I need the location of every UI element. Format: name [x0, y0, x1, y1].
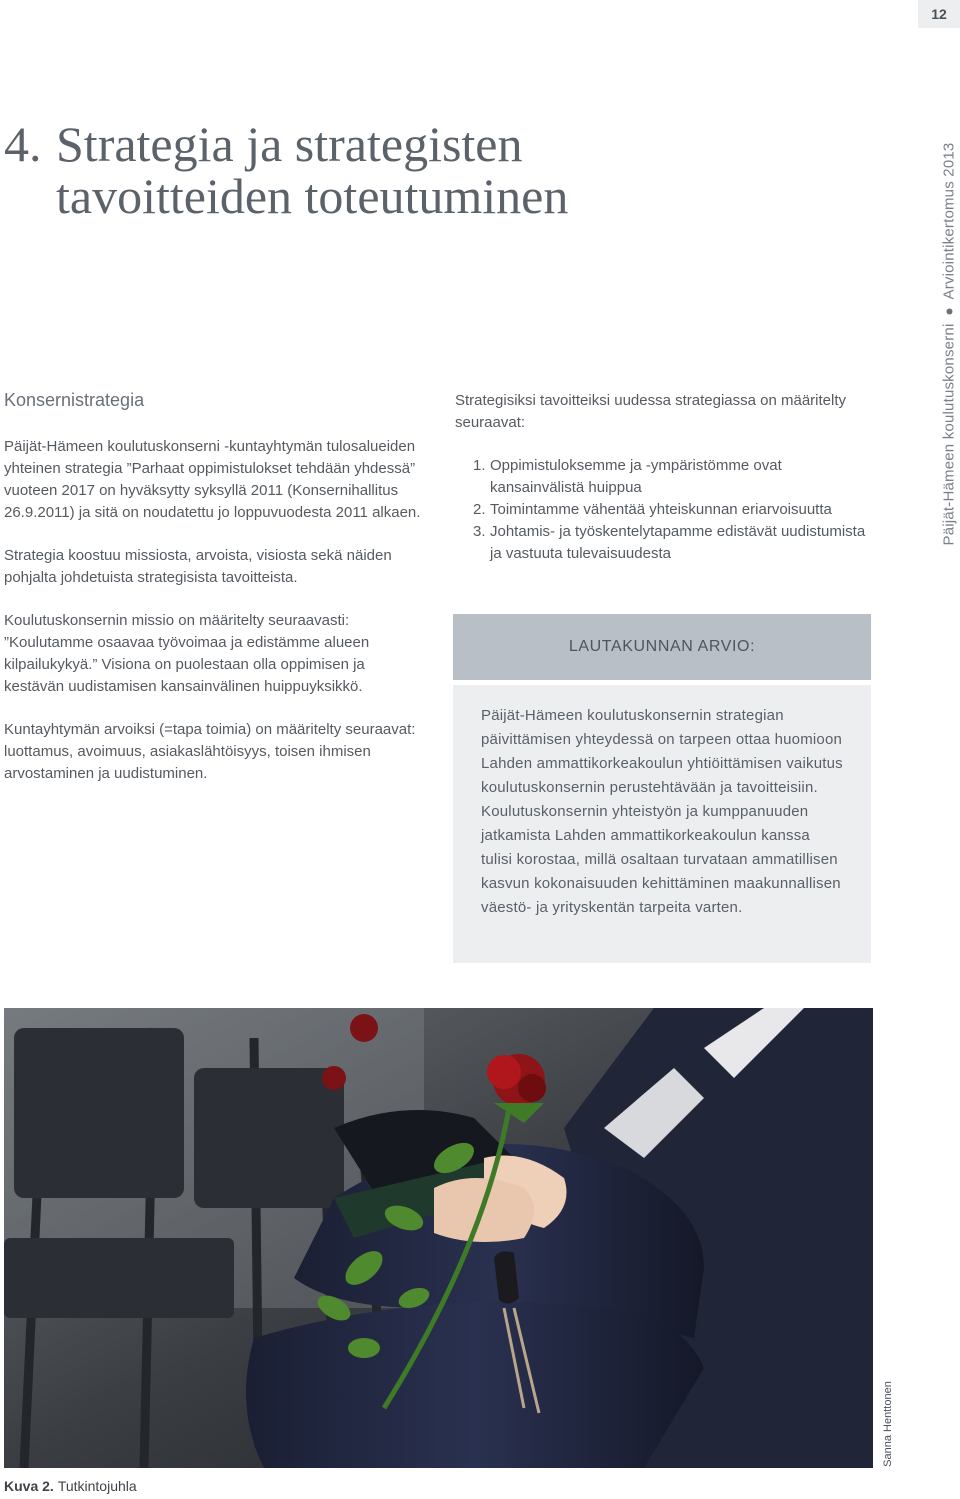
list-item: [455, 455, 875, 499]
right-column: [455, 390, 875, 565]
caption-label: Kuva 2.: [4, 1478, 54, 1494]
section-subheading: Konsernistrategia: [4, 390, 145, 410]
paragraph: Strategia koostuu missiosta, arvoista, visiosta sekä näiden pohjalta johdetuista strategisista tavoitteista.: [4, 547, 392, 586]
sidebar-running-header: [941, 143, 958, 546]
left-column: [4, 388, 424, 806]
goals-list: [455, 455, 875, 565]
title-line-2: tavoitteiden toteutuminen: [56, 168, 569, 224]
goal-number: 3.: [473, 523, 486, 540]
goal-text: Toimintamme vähentää yhteiskunnan eriarvoisuutta: [490, 501, 832, 518]
list-item: [455, 521, 875, 565]
list-item: [455, 499, 875, 521]
page-number: 12: [918, 0, 960, 28]
goals-intro: Strategisiksi tavoitteiksi uudessa strategiassa on määritelty seuraavat:: [455, 392, 847, 431]
goal-number: 1.: [473, 457, 486, 474]
goal-text: Oppimistuloksemme ja -ympäristömme ovat kansainvälistä huippua: [490, 457, 782, 496]
paragraph: Koulutuskonsernin missio on määritelty seuraavasti: ”Koulutamme osaavaa työvoimaa ja edistämme alueen kilpailukykyä.” Visiona on puolestaan olla oppimisen ja kestävän uudistamisen kansainvälinen huippuyksikkö.: [4, 612, 370, 695]
caption-text: Tutkintojuhla: [57, 1478, 137, 1494]
bullet-dot-icon: [947, 309, 953, 315]
evaluation-panel-body: [453, 685, 871, 963]
evaluation-text: Päijät-Hämeen koulutuskonsernin strategian päivittämisen yhteydessä on tarpeen ottaa huomioon Lahden ammattikorkeakoulun yhtiöittämisen vaikutus koulutuskonsernin perustehtävään ja tavoitteisiin. Koulutuskonsernin yhteistyön ja kumppanuuden jatkamista Lahden ammattikorkeakoulun kanssa tulisi korostaa, millä osaltaan turvataan ammatillisen kasvun kokonaisuuden kehittäminen maakunnallisen väestö- ja yrityskentän tarpeita varten.: [481, 707, 843, 916]
photo-caption: [4, 1478, 137, 1494]
sidebar-report-name: Arviointikertomus 2013: [940, 142, 958, 300]
photo-credit: Sanna Henttonen: [882, 1381, 894, 1467]
sidebar-organization: Päijät-Hämeen koulutuskonserni: [940, 323, 958, 546]
goal-text: Johtamis- ja työskentelytapamme edistävät uudistumista ja vastuuta tulevaisuudesta: [490, 523, 866, 562]
graduation-photo: [4, 1008, 873, 1468]
goal-number: 2.: [473, 501, 486, 518]
chapter-number: 4.: [4, 116, 42, 172]
page-title: [4, 118, 568, 222]
title-line-1: Strategia ja strategisten: [56, 116, 523, 172]
paragraph: Kuntayhtymän arvoiksi (=tapa toimia) on määritelty seuraavat: luottamus, avoimuus, asiakaslähtöisyys, toisen ihmisen arvostaminen ja uudistuminen.: [4, 721, 416, 782]
paragraph: Päijät-Hämeen koulutuskonserni -kuntayhtymän tulosalueiden yhteinen strategia ”Parhaat oppimistulokset tehdään yhdessä” vuoteen 2017 on hyväksytty syksyllä 2011 (Konsernihallitus 26.9.2011) ja sitä on noudatettu jo loppuvuodesta 2011 alkaen.: [4, 438, 421, 521]
evaluation-panel-heading: LAUTAKUNNAN ARVIO:: [453, 614, 871, 680]
